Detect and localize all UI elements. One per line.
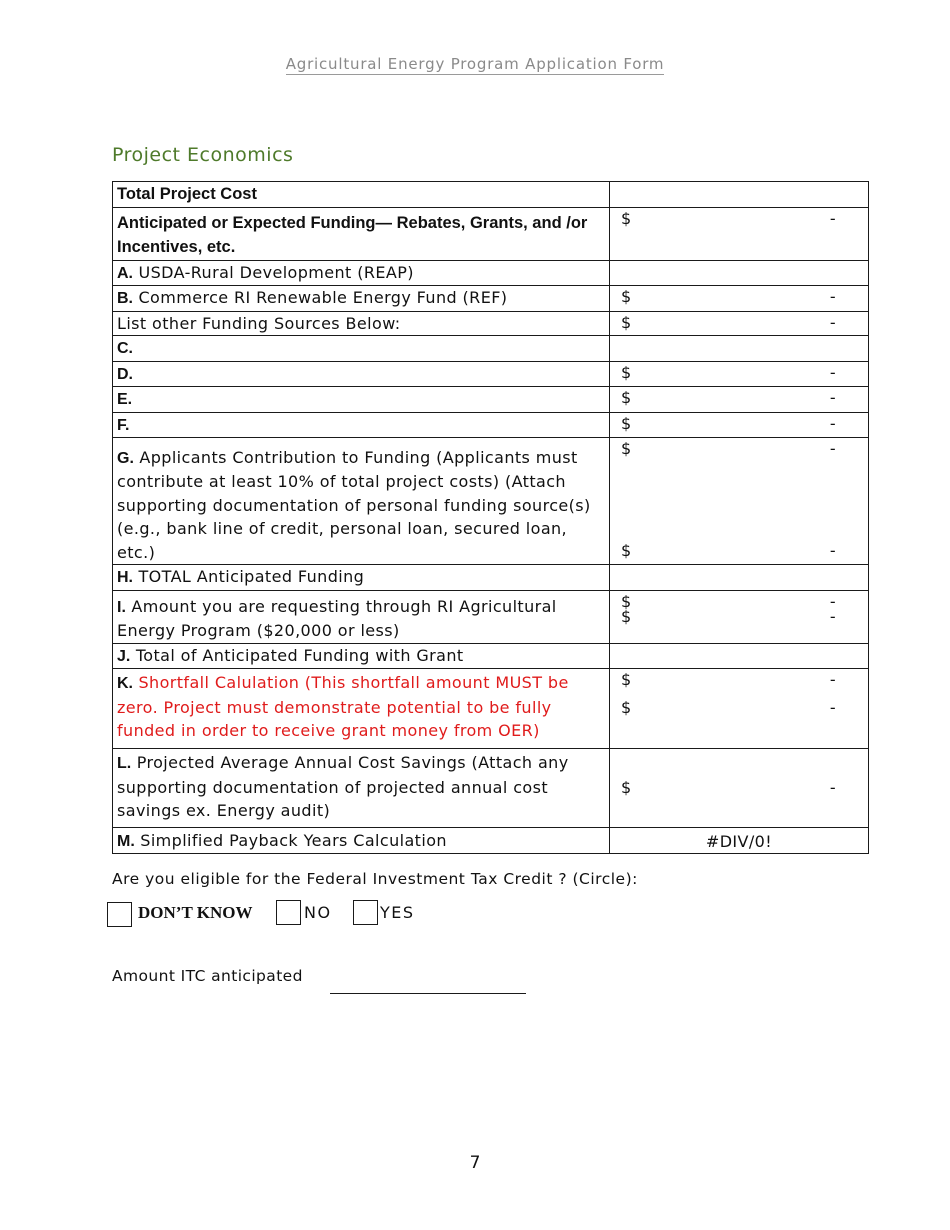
table-row (113, 828, 869, 854)
total-project-cost-label: Total Project Cost (113, 182, 610, 208)
row-i-label: I. Amount you are requesting through RI Agricultural Energy Program ($20,000 or less) (113, 590, 610, 643)
table-row (113, 286, 869, 312)
total-project-cost-value[interactable]: $ - (610, 182, 869, 208)
row-e-label[interactable]: E. (113, 387, 610, 413)
table-row (113, 207, 869, 260)
row-k-label: K. Shortfall Calulation (This shortfall amount MUST be zero. Project must demonstrate potential to be fully funded in order to receive grant money from OER) (113, 669, 610, 749)
table-row (113, 361, 869, 387)
row-b-value[interactable]: $ - (610, 286, 869, 312)
itc-amount-field[interactable] (330, 993, 526, 994)
other-sources-blank (610, 311, 869, 336)
row-g-label: G. Applicants Contribution to Funding (Applicants must contribute at least 10% of total project costs) (Attach supporting documentation of personal funding source(s) (e.g., bank line of credit, personal loan, secured loan, etc.) (113, 438, 610, 565)
payback-years-value: #DIV/0! (610, 828, 869, 854)
table-row (113, 565, 869, 591)
row-f-label[interactable]: F. (113, 412, 610, 438)
dont-know-label: DON’T KNOW (138, 903, 253, 922)
page-number: 7 (469, 1153, 481, 1173)
row-a-label: A. USDA-Rural Development (REAP) (113, 260, 610, 286)
table-row (113, 590, 869, 643)
row-l-label: L. Projected Average Annual Cost Savings (Attach any supporting documentation of projected annual cost savings ex. Energy audit) (113, 749, 610, 828)
row-c-value[interactable]: $ - (610, 336, 869, 362)
project-economics-table (112, 181, 869, 854)
row-j-label: J. Total of Anticipated Funding with Grant (113, 643, 610, 669)
anticipated-funding-heading: Anticipated or Expected Funding— Rebates, Grants, and /or Incentives, etc. (113, 207, 610, 260)
header-title: Agricultural Energy Program Application Form (285, 55, 665, 73)
table-row (113, 260, 869, 286)
row-l-value[interactable]: $ - (610, 749, 869, 828)
no-checkbox[interactable] (276, 900, 301, 925)
itc-question: Are you eligible for the Federal Investment Tax Credit ? (Circle): (112, 870, 638, 888)
row-c-label[interactable]: C. (113, 336, 610, 362)
table-row (113, 438, 869, 565)
row-k-value[interactable]: $ - (610, 669, 869, 749)
table-row (113, 336, 869, 362)
table-row (113, 643, 869, 669)
itc-options (107, 900, 507, 928)
yes-checkbox[interactable] (353, 900, 378, 925)
row-j-value[interactable]: $ - (610, 643, 869, 669)
row-b-label: B. Commerce RI Renewable Energy Fund (REF) (113, 286, 610, 312)
document-header (0, 55, 950, 73)
row-i-value[interactable]: $ - (610, 590, 869, 643)
table-row (113, 387, 869, 413)
row-m-label: M. Simplified Payback Years Calculation (113, 828, 610, 854)
table-row (113, 182, 869, 208)
yes-label: YES (380, 903, 415, 922)
table-row (113, 412, 869, 438)
row-f-value[interactable]: $ - (610, 412, 869, 438)
row-h-label: H. TOTAL Anticipated Funding (113, 565, 610, 591)
section-title: Project Economics (112, 144, 294, 166)
table-row (113, 311, 869, 336)
no-label: NO (304, 903, 332, 922)
table-row (113, 669, 869, 749)
row-g-value[interactable]: $ - (610, 438, 869, 565)
anticipated-funding-blank (610, 207, 869, 260)
row-h-value[interactable]: $ - (610, 565, 869, 591)
table-row (113, 749, 869, 828)
other-sources-label: List other Funding Sources Below: (113, 311, 610, 336)
row-a-value[interactable]: $ - (610, 260, 869, 286)
itc-amount-label: Amount ITC anticipated (112, 967, 303, 985)
row-e-value[interactable]: $ - (610, 387, 869, 413)
dont-know-checkbox[interactable] (107, 902, 132, 927)
row-d-label[interactable]: D. (113, 361, 610, 387)
row-d-value[interactable]: $ - (610, 361, 869, 387)
